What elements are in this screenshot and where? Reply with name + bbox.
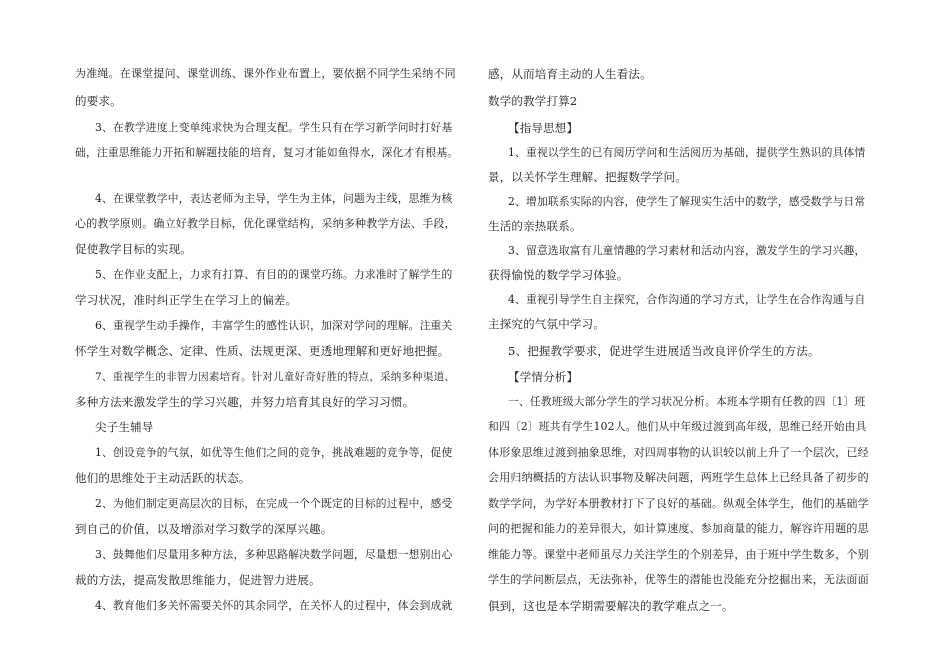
- text-line: 体形象思维过渡到抽象思维，对四周事物的认识较以前上升了一个层次，已经: [488, 446, 869, 459]
- text-line: 4、教育他们多关怀需要关怀的其余同学，在关怀人的过程中，体会到成就: [95, 599, 453, 612]
- text-line: 2、为他们制定更高层次的目标，在完成一个个既定的目标的过程中，感受: [95, 497, 453, 510]
- text-line: 到自己的价值，以及增添对学习数学的深厚兴趣。: [75, 522, 333, 536]
- text-line: 会用归纳概括的方法认识事物及解决问题，两班学生总体上已经具备了初步的: [488, 471, 869, 484]
- text-line: 怀学生对数学概念、定律、性质、法规更深、更透地理解和更好地把握。: [75, 344, 450, 358]
- text-line: 学习状况，准时纠正学生在学习上的偏差。: [75, 293, 298, 307]
- text-line: 问的把握和能力的差异很大，如计算速度、参加商量的能力，解容许用题的思: [488, 522, 869, 535]
- text-line: 为准绳。在课堂提问、课堂训练、课外作业布置上，要依据不同学生采纳不同: [75, 67, 456, 80]
- text-line: 数学学问，为学好本册教材打下了良好的基础。纵观全体学生，他们的基础学: [488, 497, 869, 510]
- text-line: 4、重视引导学生自主探究，合作沟通的学习方式，让学生在合作沟通与自: [508, 293, 866, 306]
- text-line: 维能力等。课堂中老师虽尽力关注学生的个别差异，由于班中学生数多，个别: [488, 548, 869, 561]
- text-line: 心的教学原则。确立好教学目标，优化课堂结构，采纳多种教学方法、手段，: [75, 217, 456, 230]
- text-line: 3、留意选取富有儿童情趣的学习素材和活动内容，激发学生的学习兴趣，: [508, 244, 866, 257]
- text-line: 6、重视学生动手操作，丰富学生的感性认识，加深对学问的理解。注重关: [95, 319, 453, 332]
- section-heading: 【学情分析】: [508, 370, 579, 384]
- section-title: 数学的教学打算2: [488, 94, 578, 108]
- text-line: 2、增加联系实际的内容，使学生了解现实生活中的数学，感受数学与日常: [508, 195, 866, 208]
- text-line: 感，从而培育主动的人生看法。: [488, 67, 652, 81]
- text-line: 俱到，这也是本学期需要解决的教学难点之一。: [488, 599, 734, 613]
- text-line: 生活的亲热联系。: [488, 219, 582, 233]
- text-line: 他们的思维处于主动活跃的状态。: [75, 471, 251, 485]
- text-line: 学生的学问断层点，无法弥补，优等生的潜能也没能充分挖掘出来，无法面面: [488, 573, 869, 586]
- text-line: 1、创设竞争的气氛，如优等生他们之间的竞争，挑战难题的竞争等，促使: [95, 446, 453, 459]
- text-line: 4、在课堂教学中，表达老师为主导，学生为主体，问题为主线，思维为核: [95, 192, 453, 205]
- text-line: 7、重视学生的非智力因素培育。针对儿童好奇好胜的特点，采纳多种渠道、: [95, 371, 455, 383]
- text-line: 5、在作业支配上，力求有打算、有目的的课堂巧练。力求准时了解学生的: [95, 268, 453, 281]
- text-line: 裁的方法，提高发散思维能力，促进智力进展。: [75, 573, 321, 587]
- text-line: 的要求。: [75, 94, 122, 108]
- section-heading: 【指导思想】: [508, 121, 579, 135]
- text-line: 获得愉悦的数学学习体验。: [488, 268, 629, 282]
- text-line: 3、鼓舞他们尽量用多种方法，多种思路解决数学问题，尽量想一想别出心: [95, 548, 453, 561]
- text-line: 1、重视以学生的已有阅历学问和生活阅历为基础，提供学生熟识的具体情: [508, 146, 866, 159]
- section-heading: 尖子生辅导: [95, 420, 154, 434]
- text-line: 3、在教学进度上变单纯求快为合理支配。学生只有在学习新学问时打好基: [95, 121, 453, 134]
- text-line: 促使教学目标的实现。: [75, 242, 192, 256]
- text-line: 景，以关怀学生理解、把握数学学问。: [488, 170, 687, 184]
- text-line: 5、把握教学要求，促进学生进展适当改良评价学生的方法。: [508, 344, 820, 358]
- text-line: 多种方法来激发学生的学习兴趣，并努力培育其良好的学习习惯。: [75, 395, 415, 409]
- text-line: 和四〔2〕班共有学生102人。他们从中年级过渡到高年级，思维已经开始由具: [488, 420, 867, 433]
- text-line: 主探究的气氛中学习。: [488, 317, 605, 331]
- text-line: 一、任教班级大部分学生的学习状况分析。本班本学期有任教的四〔1〕班: [508, 395, 866, 408]
- text-line: 础，注重思维能力开拓和解题技能的培育，复习才能如鱼得水，深化才有根基。: [75, 146, 459, 159]
